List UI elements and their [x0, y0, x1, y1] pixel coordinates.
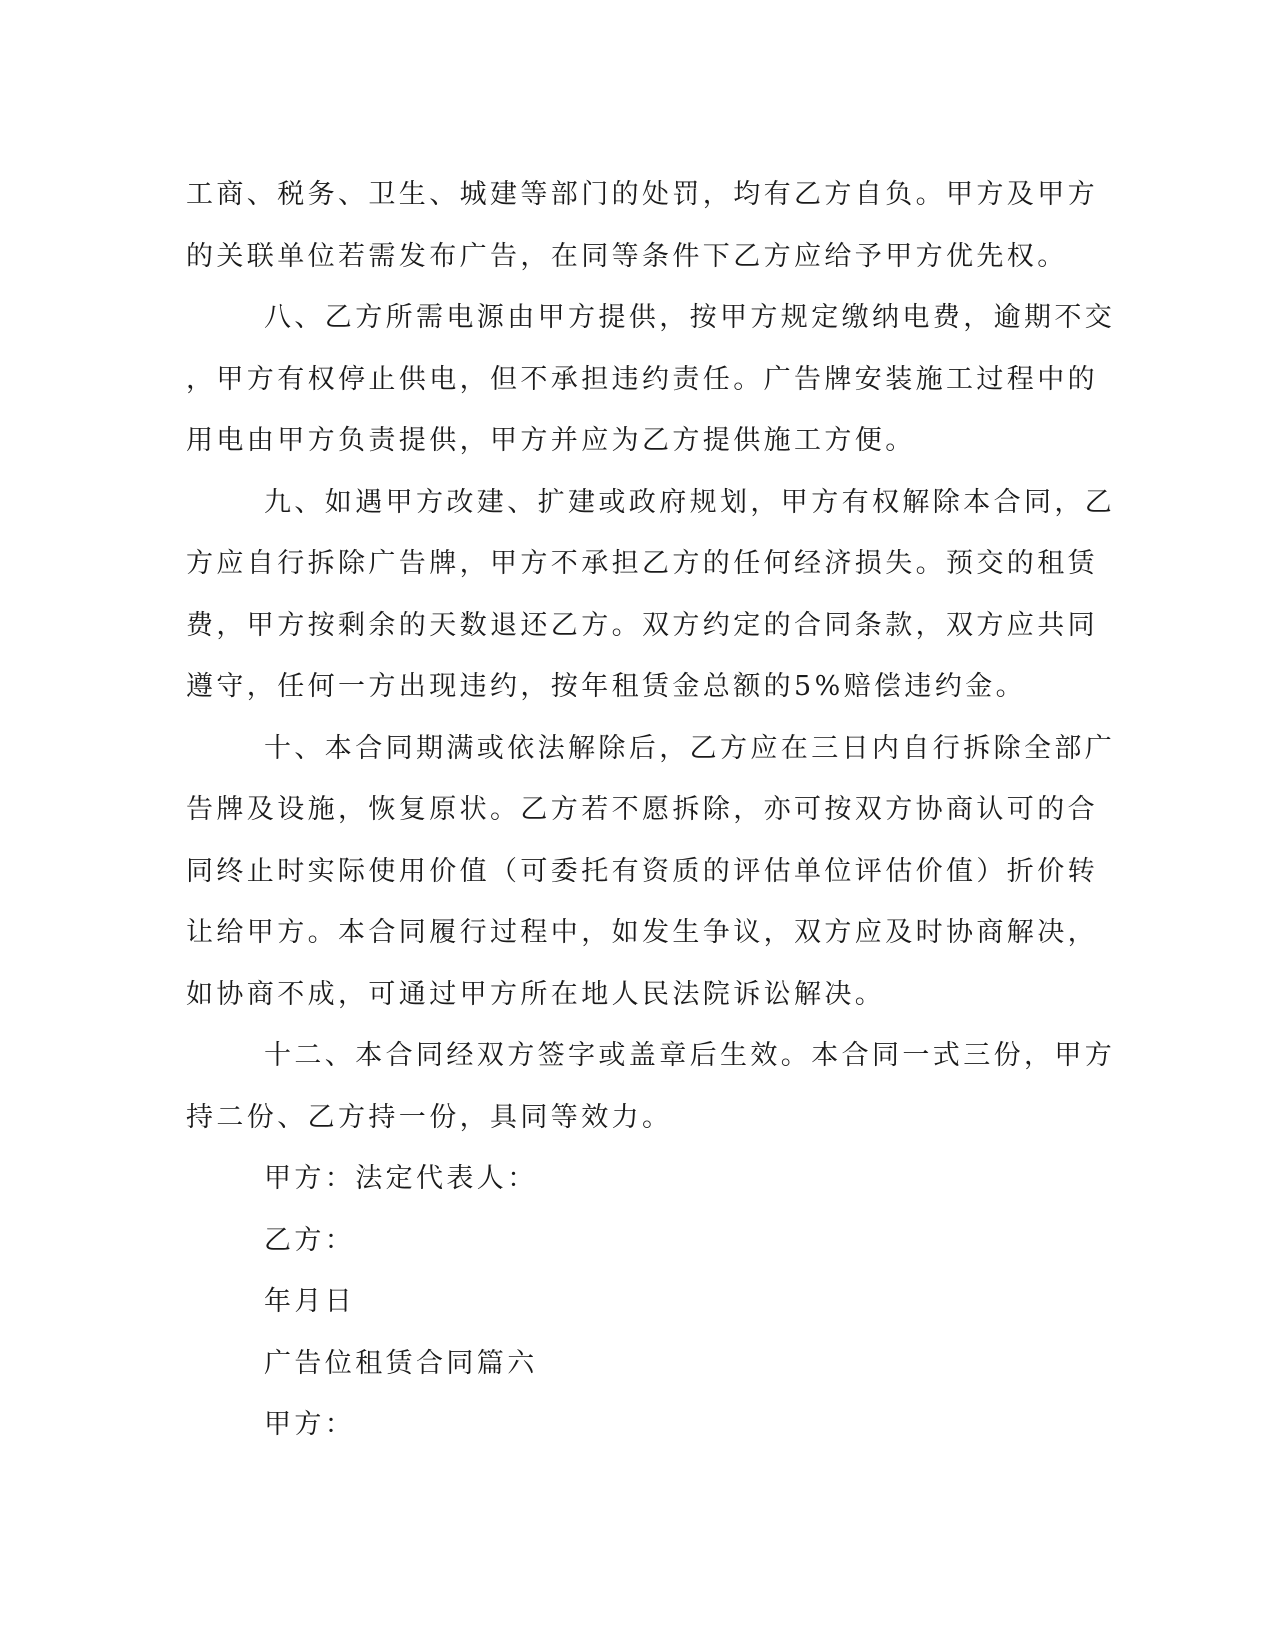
clause-10-line-1: 十、本合同期满或依法解除后，乙方应在三日内自行拆除全部广	[264, 732, 1116, 764]
clause-9-line-3: 费，甲方按剩余的天数退还乙方。双方约定的合同条款，双方应共同	[186, 609, 1098, 641]
clause-8-line-3: 用电由甲方负责提供，甲方并应为乙方提供施工方便。	[186, 425, 916, 456]
clause-10-line-3: 同终止时实际使用价值（可委托有资质的评估单位评估价值）折价转	[186, 855, 1098, 887]
party-a-signature-line: 甲方：法定代表人：	[264, 1163, 538, 1194]
document-body	[186, 164, 1116, 1456]
section-heading: 广告位租赁合同篇六	[264, 1347, 538, 1379]
clause-10-line-4: 让给甲方。本合同履行过程中，如发生争议，双方应及时协商解决，	[186, 917, 1098, 948]
clause-12-line-1: 十二、本合同经双方签字或盖章后生效。本合同一式三份，甲方	[264, 1040, 1116, 1071]
clause-9-line-4: 遵守，任何一方出现违约，按年租赁金总额的5%赔偿违约金。	[186, 671, 1027, 702]
text-line-1: 工商、税务、卫生、城建等部门的处罚，均有乙方自负。甲方及甲方	[186, 179, 1098, 210]
clause-8-line-2: ，甲方有权停止供电，但不承担违约责任。广告牌安装施工过程中的	[186, 363, 1098, 395]
party-b-signature-line: 乙方：	[264, 1224, 356, 1256]
clause-9-line-2: 方应自行拆除广告牌，甲方不承担乙方的任何经济损失。预交的租赁	[186, 548, 1098, 579]
clause-10-line-2: 告牌及设施，恢复原状。乙方若不愿拆除，亦可按双方协商认可的合	[186, 794, 1098, 825]
clause-12-line-2: 持二份、乙方持一份，具同等效力。	[186, 1101, 673, 1133]
party-a-line: 甲方：	[264, 1409, 356, 1440]
clause-9-line-1: 九、如遇甲方改建、扩建或政府规划，甲方有权解除本合同，乙	[264, 486, 1116, 518]
clause-10-line-5: 如协商不成，可通过甲方所在地人民法院诉讼解决。	[186, 978, 886, 1010]
clause-8-line-1: 八、乙方所需电源由甲方提供，按甲方规定缴纳电费，逾期不交	[264, 302, 1116, 333]
date-line: 年月日	[264, 1286, 356, 1317]
text-line-2: 的关联单位若需发布广告，在同等条件下乙方应给予甲方优先权。	[186, 240, 1068, 272]
